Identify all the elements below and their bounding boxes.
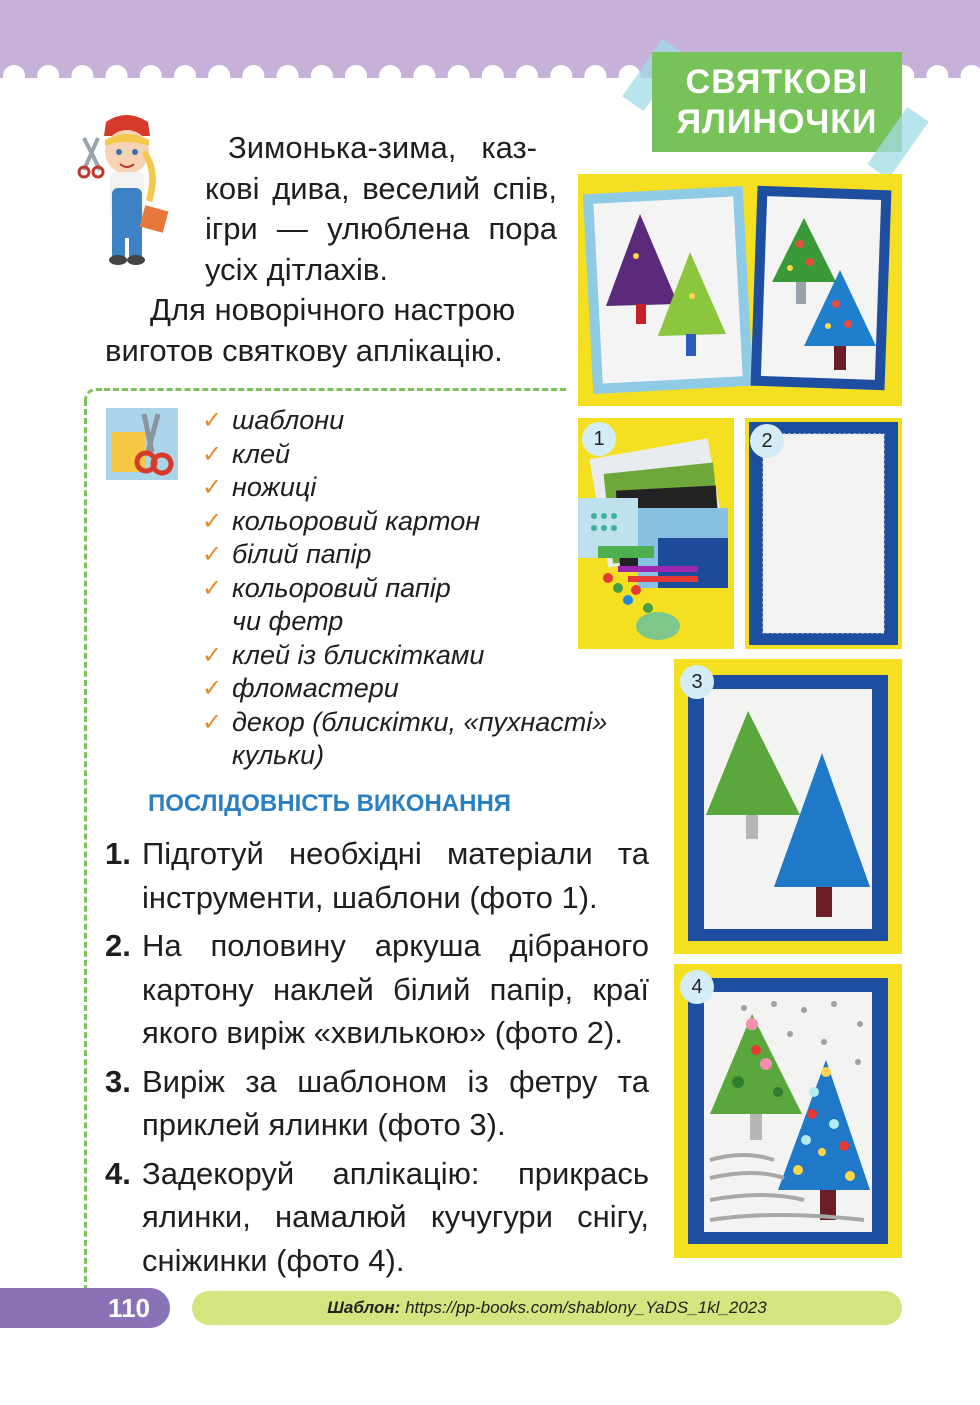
intro-line: виготов святкову аплікацію. — [105, 332, 503, 368]
scallop-dot — [3, 65, 25, 87]
scallop-dot — [174, 65, 196, 87]
scallop-dot — [584, 65, 606, 87]
check-icon: ✓ — [202, 574, 223, 602]
step-number: 2. — [105, 928, 131, 963]
check-icon: ✓ — [202, 407, 223, 434]
step-line: Виріж за шаблоном із фетру та — [142, 1063, 649, 1099]
scallop-dot — [37, 65, 59, 87]
materials-item-continued: кульки) — [232, 740, 325, 770]
scallop-dot — [482, 65, 504, 87]
materials-frame-left — [84, 400, 87, 1300]
step-line: Задекоруй аплікацію: прикрась — [142, 1155, 649, 1191]
materials-list — [202, 404, 607, 773]
photo-number-badge: 2 — [750, 424, 784, 458]
intro-line: Зимонька-зима, каз- — [228, 130, 537, 165]
materials-item-continued: чи фетр — [232, 606, 344, 636]
scallop-dot — [345, 65, 367, 87]
intro-paragraph — [105, 128, 557, 371]
step-item — [105, 1152, 649, 1283]
photo-number-badge: 4 — [680, 970, 714, 1004]
template-url-link[interactable]: https://pp-books.com/shablony_YaDS_1kl_2023 — [405, 1298, 767, 1317]
scallop-dot — [926, 65, 948, 87]
step-item — [105, 832, 649, 919]
template-link-bar — [192, 1291, 902, 1325]
page-title — [652, 52, 902, 152]
step-number: 4. — [105, 1155, 131, 1191]
check-icon: ✓ — [202, 440, 223, 468]
scallop-dot — [242, 65, 264, 87]
step-line: Підготуй необхідні матеріали та — [142, 836, 649, 871]
materials-item: ✓ фломастери — [202, 672, 607, 706]
materials-frame-top — [104, 388, 566, 391]
intro-line: усіх дітлахів. — [205, 251, 388, 287]
materials-item: ✓ ножиці — [202, 471, 607, 505]
scallop-dot — [961, 65, 980, 87]
scallop-dot — [140, 65, 162, 87]
materials-item: ✓ клей — [202, 438, 607, 472]
page-title-line-1: СВЯТКОВІ — [685, 63, 869, 101]
template-label: Шаблон: — [327, 1298, 401, 1317]
steps-list — [105, 832, 649, 1287]
scallop-dot — [448, 65, 470, 87]
check-icon: ✓ — [202, 474, 223, 501]
scallop-dot — [413, 65, 435, 87]
step-line: інструменти, шаблони (фото 1). — [142, 879, 598, 915]
step-line: картону наклей білий папір, краї — [142, 971, 649, 1007]
scallop-dot — [71, 65, 93, 87]
photo-4-decorated-card — [674, 964, 902, 1258]
materials-item: ✓ кольоровий картон — [202, 505, 607, 539]
scallop-dot — [277, 65, 299, 87]
intro-line: Для новорічного настрою — [150, 292, 516, 327]
photo-number-badge: 1 — [582, 422, 616, 456]
sequence-heading: ПОСЛІДОВНІСТЬ ВИКОНАННЯ — [148, 790, 512, 817]
materials-item: ✓ декор (блискітки, «пухнасті» — [202, 706, 607, 740]
scallop-dot — [311, 65, 333, 87]
materials-item: ✓ клей із блискітками — [202, 639, 607, 673]
check-icon: ✓ — [202, 541, 223, 568]
materials-item: ✓ білий папір — [202, 538, 607, 572]
intro-line: кові дива, веселий спів, — [205, 170, 557, 206]
step-line: сніжинки (фото 4). — [142, 1242, 405, 1278]
step-line: ялинки, намалюй кучугури снігу, — [142, 1199, 649, 1234]
scallop-dot — [550, 65, 572, 87]
photo-3-trees-glued — [674, 659, 902, 954]
finished-cards-photo — [578, 174, 902, 406]
scallop-dot — [379, 65, 401, 87]
materials-tools-icon — [106, 408, 178, 480]
scallop-dot — [106, 65, 128, 87]
scallop-dot — [208, 65, 230, 87]
check-icon: ✓ — [202, 507, 223, 535]
materials-item: ✓ шаблони — [202, 404, 607, 438]
step-line: На половину аркуша дібраного — [142, 928, 649, 963]
page-title-line-2: ЯЛИНОЧКИ — [676, 103, 878, 141]
page-number: 110 — [0, 1288, 170, 1328]
check-icon: ✓ — [202, 675, 223, 702]
photo-number-badge: 3 — [680, 665, 714, 699]
step-line: приклей ялинки (фото 3). — [142, 1107, 506, 1142]
step-item — [105, 924, 649, 1055]
check-icon: ✓ — [202, 708, 223, 736]
step-number: 3. — [105, 1063, 131, 1099]
intro-line: ігри — улюблена пора — [205, 211, 557, 246]
step-line: якого виріж «хвилькою» (фото 2). — [142, 1015, 623, 1050]
step-number: 1. — [105, 836, 131, 871]
materials-item: ✓ кольоровий папір — [202, 572, 607, 606]
scallop-dot — [516, 65, 538, 87]
step-item — [105, 1060, 649, 1147]
check-icon: ✓ — [202, 641, 223, 669]
